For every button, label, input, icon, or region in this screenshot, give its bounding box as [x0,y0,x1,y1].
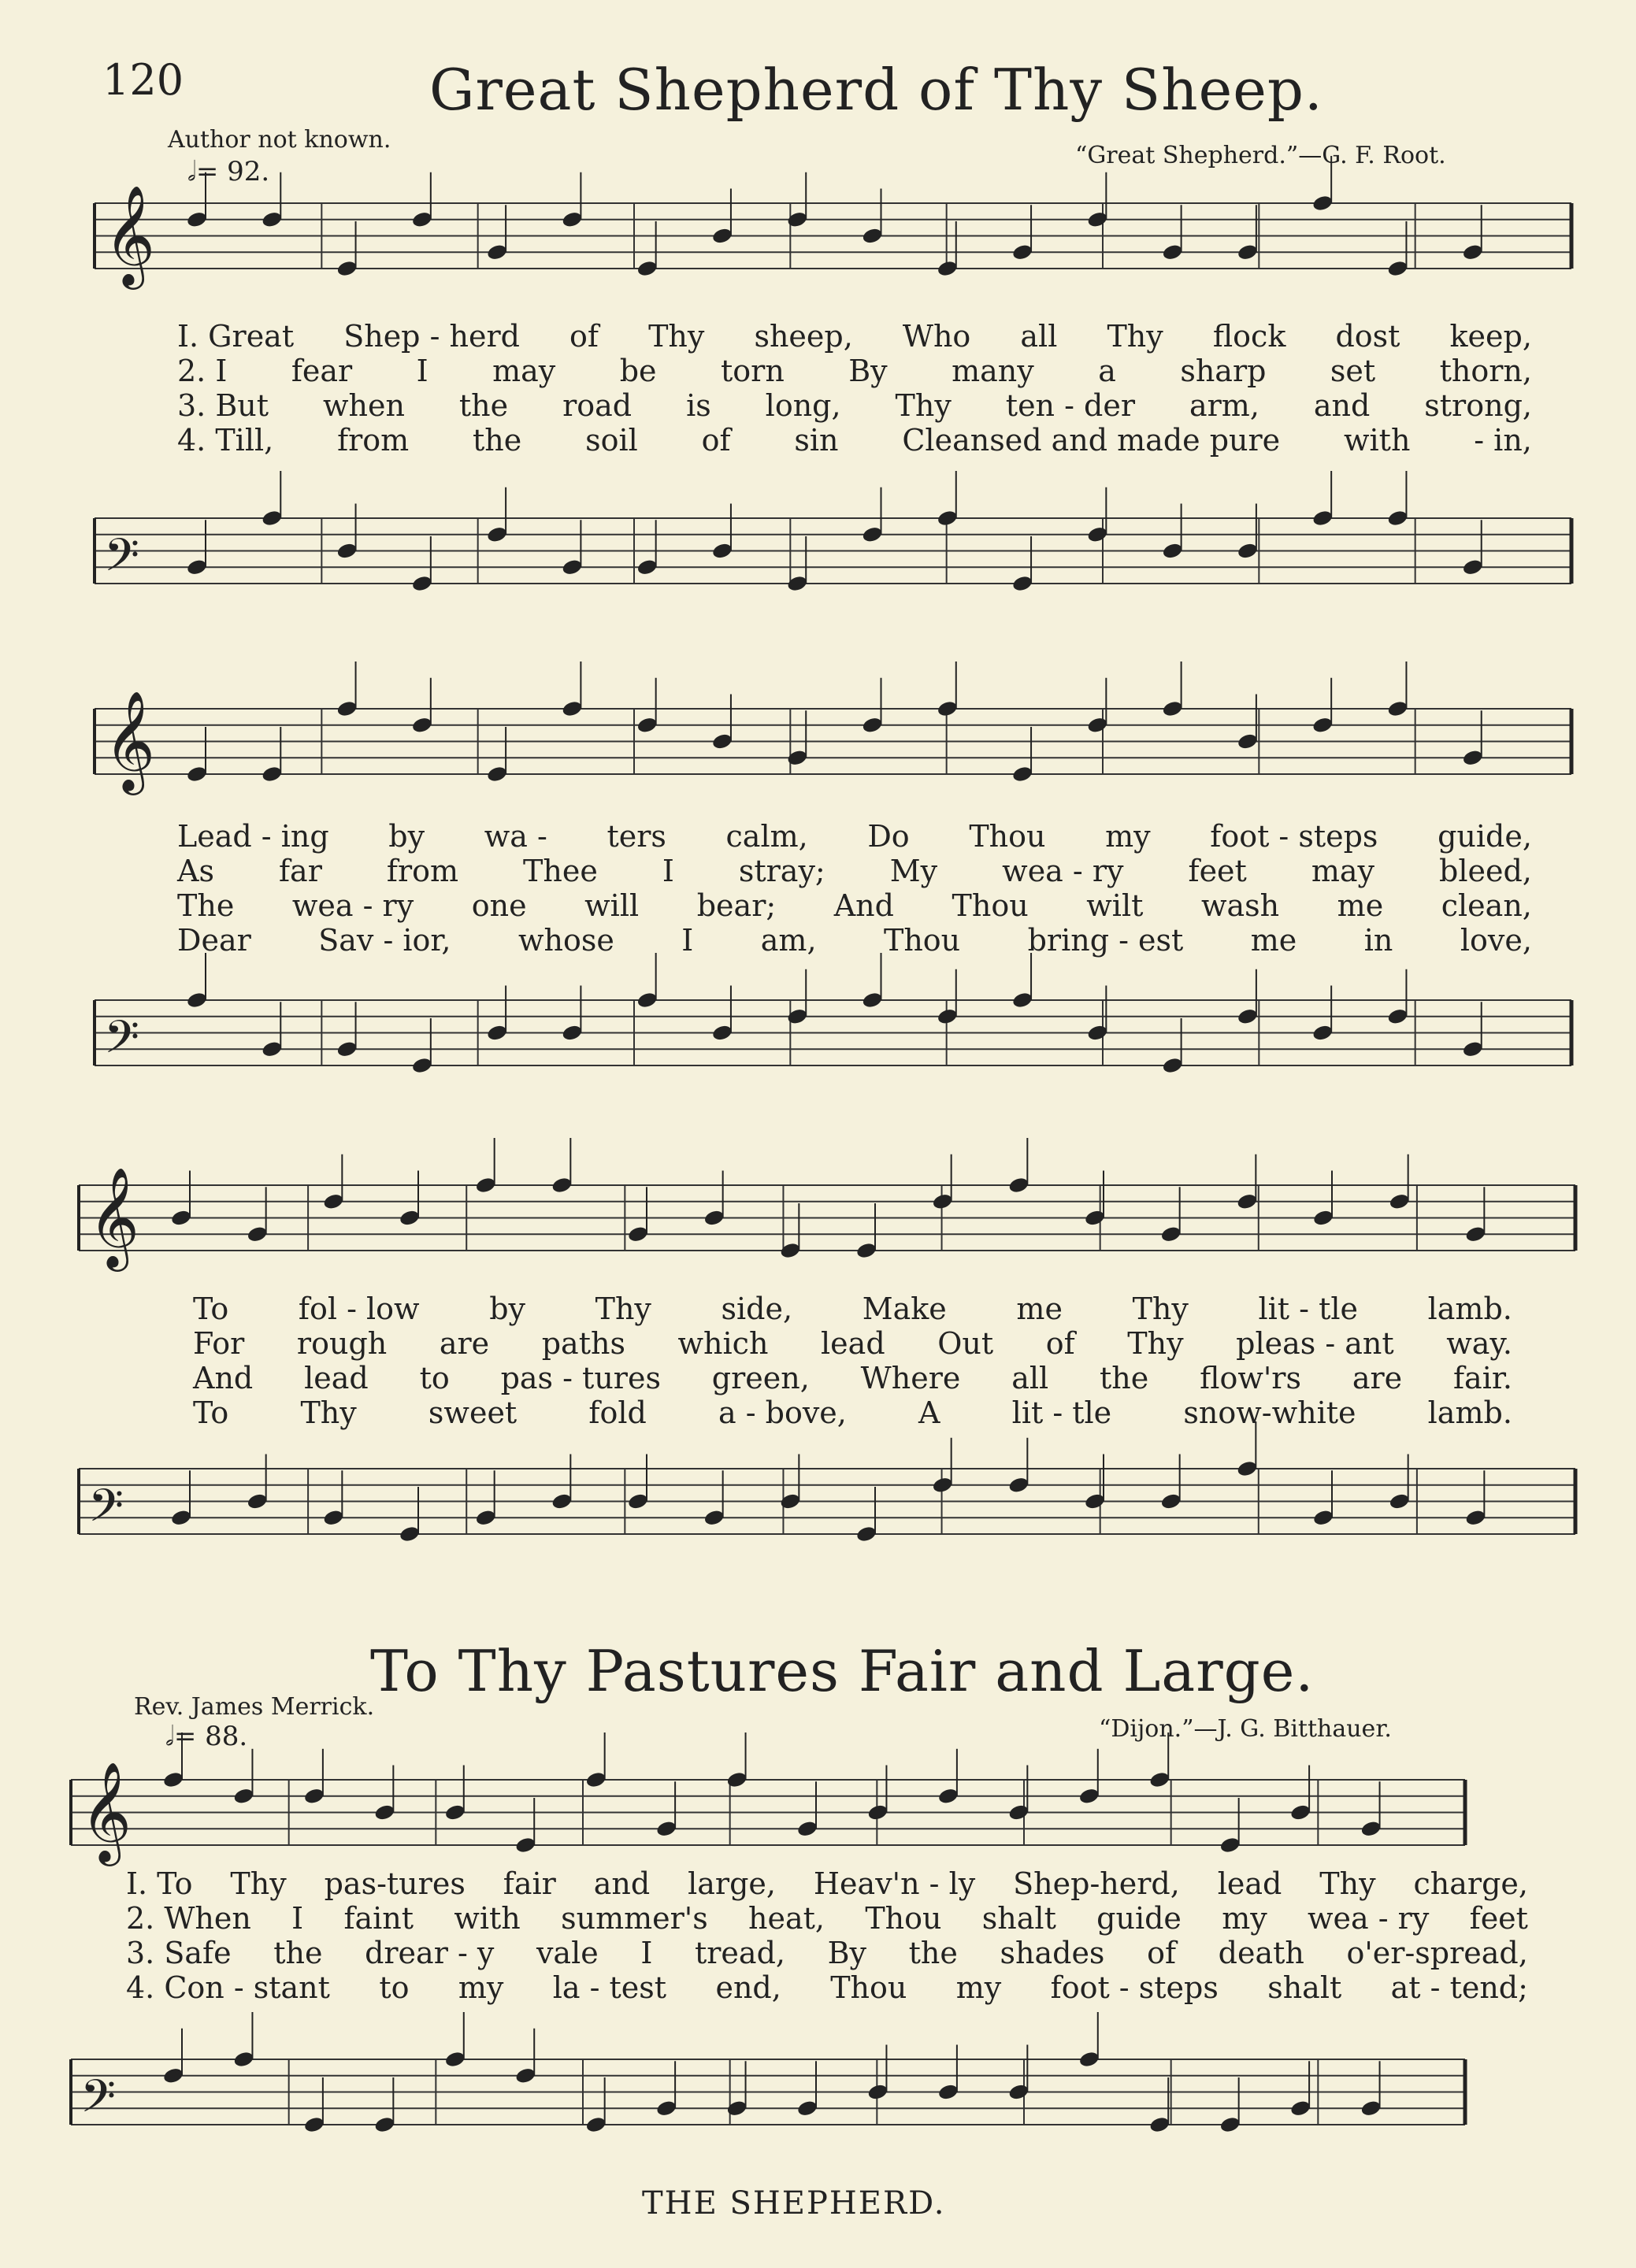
lyric-syllable: 2. I [177,354,228,388]
lyric-syllable: me [1016,1292,1063,1326]
lyric-syllable: wea - ry [291,888,414,923]
lyric-syllable: Lead - ing [177,819,329,854]
lyric-syllable: Heav'n - ly [813,1866,976,1901]
lyric-syllable: summer's [561,1901,708,1936]
lyric-syllable: I. Great [177,319,295,354]
lyric-syllable: arm, [1189,388,1259,423]
lyric-syllable: charge, [1413,1866,1528,1901]
lyric-syllable: By [827,1936,866,1970]
lyric-syllable: My [889,854,938,888]
lyric-syllable: lead [304,1361,369,1395]
note-head [796,2099,818,2118]
lyric-syllable: my [1222,1901,1267,1936]
note-head [1360,2099,1382,2118]
bass-clef-icon: 𝄢 [104,528,140,593]
lyric-syllable: o'er-spread, [1346,1936,1528,1970]
lyric-syllable: a - bove, [718,1395,847,1430]
bass-clef-icon: 𝄢 [88,1479,124,1544]
lyric-syllable: one [471,888,527,923]
lyric-syllable: pas - tures [500,1361,661,1395]
lyric-syllable: will [584,888,640,923]
lyric-syllable: fear [291,354,353,388]
lyric-syllable: Thy [1319,1866,1376,1901]
note-head [514,2066,536,2085]
lyric-syllable: flock [1212,319,1286,354]
lyric-syllable: Make [862,1292,947,1326]
lyric-syllable: of [1045,1326,1075,1361]
note-head [1219,2115,1241,2133]
verse-line [177,319,1532,354]
lyric-syllable: green, [711,1361,810,1395]
lyric-syllable: to [379,1970,410,2005]
lyric-syllable: Cleansed and made pure [902,423,1281,458]
lyric-syllable: I [416,354,428,388]
lyric-syllable: the [1100,1361,1149,1395]
lyric-syllable: torn [721,354,785,388]
verse-line [126,1936,1528,1970]
lyric-syllable: Thee [523,854,598,888]
lyric-syllable: long, [765,388,841,423]
lyric-syllable: my [955,1970,1002,2005]
lyric-syllable: wilt [1086,888,1144,923]
lyric-syllable: foot - steps [1210,819,1378,854]
lyric-syllable: I [662,854,674,888]
lyric-syllable: are [1352,1361,1403,1395]
lyric-syllable: the [908,1936,958,1970]
lyric-syllable: dost [1335,319,1400,354]
note-head [585,2115,607,2133]
lyric-syllable: bear; [696,888,777,923]
lyric-syllable: - in, [1474,423,1532,458]
hymn-title: To Thy Pastures Fair and Large. [370,1638,1315,1704]
lyric-syllable: lamb. [1427,1395,1512,1430]
verse-line [177,923,1532,958]
lyric-syllable: my [458,1970,504,2005]
lyric-syllable: are [439,1326,490,1361]
lyric-syllable: the [273,1936,323,1970]
verse-line [177,854,1532,888]
lyric-syllable: Out [937,1326,994,1361]
lyric-syllable: Dear [177,923,251,958]
lyric-syllable: many [952,354,1034,388]
lyric-syllable: far [278,854,322,888]
treble-clef-icon: 𝄞 [104,690,156,791]
lyric-syllable: I [291,1901,304,1936]
lyric-syllable: rough [296,1326,388,1361]
lyric-syllable: I [640,1936,653,1970]
lyric-syllable: wea - ry [1002,854,1124,888]
lyric-syllable: keep, [1449,319,1532,354]
lyric-syllable: set [1330,354,1376,388]
lyric-syllable: the [458,388,509,423]
lyric-syllable: Shep-herd, [1013,1866,1180,1901]
lyric-syllable: foot - steps [1050,1970,1219,2005]
lyric-syllable: To [193,1292,229,1326]
lyric-syllable: thorn, [1439,354,1532,388]
lyric-syllable: of [569,319,599,354]
lyric-syllable: tread, [694,1936,785,1970]
lyric-syllable: my [1105,819,1151,854]
lyric-syllable: lamb. [1427,1292,1512,1326]
treble-clef-icon: 𝄞 [80,1761,132,1862]
lyric-syllable: heat, [748,1901,825,1936]
note-head [1148,2115,1170,2133]
verse-line [126,1866,1528,1901]
lyric-syllable: calm, [725,819,808,854]
lyric-syllable: A [918,1395,940,1430]
lyric-syllable: Thy [595,1292,651,1326]
lyric-syllable: Do [867,819,910,854]
lyric-syllable: Who [902,319,971,354]
lyric-syllable: lit - tle [1258,1292,1358,1326]
lyric-syllable: I. To [126,1866,193,1901]
lyric-syllable: 4. Con - stant [126,1970,330,2005]
lyric-syllable: clean, [1441,888,1532,923]
lyric-syllable: snow-white [1183,1395,1356,1430]
lyric-syllable: sheep, [754,319,853,354]
lyric-syllable: lit - tle [1011,1395,1112,1430]
note-head [373,2115,395,2133]
note-head [1078,2050,1100,2068]
lyric-syllable: 3. But [177,388,269,423]
lyric-syllable: lead [1217,1866,1282,1901]
note-head [444,2050,466,2068]
lyric-syllable: By [848,354,888,388]
note-head [1289,2099,1311,2118]
note-head [866,2083,888,2101]
lyric-syllable: Thy [1107,319,1163,354]
lyric-syllable: may [1311,854,1374,888]
lyric-syllable: fol - low [298,1292,420,1326]
lyric-syllable: by [489,1292,525,1326]
lyric-syllable: feet [1469,1901,1528,1936]
lyric-syllable: la - test [552,1970,667,2005]
lyric-syllable: Thy [648,319,705,354]
lyric-syllable: soil [585,423,638,458]
lyric-syllable: road [562,388,633,423]
lyric-syllable: death [1218,1936,1304,1970]
lyric-syllable: is [686,388,711,423]
verse-line [193,1292,1512,1326]
lyric-syllable: which [677,1326,769,1361]
lyric-syllable: and [1313,388,1371,423]
lyric-syllable: shades [1000,1936,1105,1970]
lyric-syllable: Thou [952,888,1029,923]
lyric-syllable: end, [715,1970,781,2005]
verse-line [177,423,1532,458]
verse-line [126,1970,1528,2005]
lyric-syllable: pleas - ant [1236,1326,1394,1361]
lyric-syllable: sin [794,423,839,458]
hymn-title: Great Shepherd of Thy Sheep. [429,57,1323,123]
tempo-marking: 𝅗𝅥= 88. [165,1721,248,1752]
lyric-syllable: fair. [1452,1361,1512,1395]
lyric-syllable: am, [760,923,817,958]
page-footer: THE SHEPHERD. [642,2185,946,2222]
half-note-icon: 𝅗𝅥 [187,156,196,187]
treble-clef-icon: 𝄞 [104,184,156,285]
lyric-syllable: sharp [1180,354,1267,388]
lyric-syllable: Thy [1127,1326,1184,1361]
lyric-syllable: way. [1446,1326,1512,1361]
lyric-syllable: 2. When [126,1901,251,1936]
lyric-syllable: the [473,423,522,458]
lyric-syllable: me [1250,923,1297,958]
lyric-syllable: wea - ry [1308,1901,1430,1936]
lyric-syllable: from [386,854,459,888]
lyric-syllable: and [593,1866,651,1901]
lyric-syllable: Where [860,1361,961,1395]
lyric-syllable: from [337,423,410,458]
lyric-syllable: at - tend; [1390,1970,1528,2005]
lyric-syllable: to [419,1361,450,1395]
lyric-syllable: ten - der [1005,388,1136,423]
lyric-syllable: faint [343,1901,414,1936]
lyric-syllable: Thou [830,1970,907,2005]
lyric-syllable: guide [1096,1901,1182,1936]
lyric-syllable: feet [1188,854,1247,888]
treble-clef-icon: 𝄞 [88,1166,140,1267]
lyric-syllable: ters [607,819,666,854]
lyric-syllable: pas-tures [324,1866,466,1901]
hymn-author: Rev. James Merrick. [134,1693,375,1721]
lyric-syllable: with [1344,423,1411,458]
lyric-syllable: all [1011,1361,1049,1395]
hymn-composer: “Dijon.”—J. G. Bitthauer. [1099,1715,1392,1743]
verse-line [177,354,1532,388]
verse-line [177,819,1532,854]
hymn-author: Author not known. [168,126,391,154]
lyric-syllable: As [177,854,214,888]
note-head [1007,2083,1029,2101]
note-head [162,2066,184,2085]
verse-line [193,1326,1512,1361]
lyric-syllable: wa - [484,819,547,854]
note-head [937,2083,959,2101]
lyric-syllable: For [193,1326,245,1361]
lyric-syllable: be [619,354,657,388]
lyric-syllable: sweet [428,1395,518,1430]
lyric-syllable: of [701,423,731,458]
lyric-syllable: fold [588,1395,647,1430]
lyric-syllable: lead [821,1326,885,1361]
lyric-syllable: guide, [1438,819,1532,854]
lyric-syllable: Thou [883,923,961,958]
verse-line [193,1395,1512,1430]
lyric-syllable: in [1363,923,1393,958]
lyric-syllable: Thy [230,1866,287,1901]
lyric-syllable: flow'rs [1200,1361,1301,1395]
lyric-syllable: The [177,888,235,923]
verse-line [177,388,1532,423]
lyric-syllable: Sav - ior, [318,923,451,958]
lyric-syllable: wash [1200,888,1280,923]
tempo-marking: 𝅗𝅥= 92. [187,156,270,187]
lyric-syllable: fair [503,1866,556,1901]
lyric-syllable: And [833,888,894,923]
lyric-syllable: whose [518,923,614,958]
lyric-syllable: 3. Safe [126,1936,232,1970]
lyric-syllable: with [454,1901,521,1936]
lyric-syllable: paths [541,1326,625,1361]
lyric-syllable: all [1020,319,1058,354]
lyric-syllable: Thy [300,1395,357,1430]
lyric-syllable: may [492,354,556,388]
hymn-composer: “Great Shepherd.”—G. F. Root. [1075,142,1446,169]
verse-line [193,1361,1512,1395]
lyric-syllable: I [681,923,694,958]
lyric-syllable: love, [1460,923,1532,958]
lyric-syllable: me [1337,888,1384,923]
lyric-syllable: drear - y [365,1936,495,1970]
lyric-syllable: vale [536,1936,599,1970]
bass-clef-icon: 𝄢 [80,2070,117,2134]
lyric-syllable: when [322,388,405,423]
note-head [655,2099,677,2118]
lyric-syllable: a [1098,354,1116,388]
lyric-syllable: bleed, [1439,854,1532,888]
verse-line [177,888,1532,923]
lyric-syllable: Thy [895,388,952,423]
note-head [303,2115,325,2133]
bass-clef-icon: 𝄢 [104,1010,140,1075]
lyric-syllable: strong, [1424,388,1532,423]
lyric-syllable: by [388,819,425,854]
lyric-syllable: shalt [981,1901,1056,1936]
lyric-syllable: side, [721,1292,793,1326]
page-number: 120 [102,55,184,105]
verse-line [126,1901,1528,1936]
lyric-syllable: Shep - herd [343,319,520,354]
lyric-syllable: Thou [969,819,1046,854]
half-note-icon: 𝅗𝅥 [165,1721,174,1752]
lyric-syllable: 4. Till, [177,423,274,458]
lyric-syllable: And [193,1361,254,1395]
lyric-syllable: shalt [1267,1970,1342,2005]
lyric-syllable: stray; [738,854,825,888]
lyric-syllable: bring - est [1027,923,1184,958]
lyric-syllable: Thou [865,1901,942,1936]
note-head [232,2050,254,2068]
lyric-syllable: large, [688,1866,776,1901]
lyric-syllable: Thy [1132,1292,1189,1326]
lyric-syllable: of [1147,1936,1177,1970]
lyric-syllable: To [193,1395,229,1430]
